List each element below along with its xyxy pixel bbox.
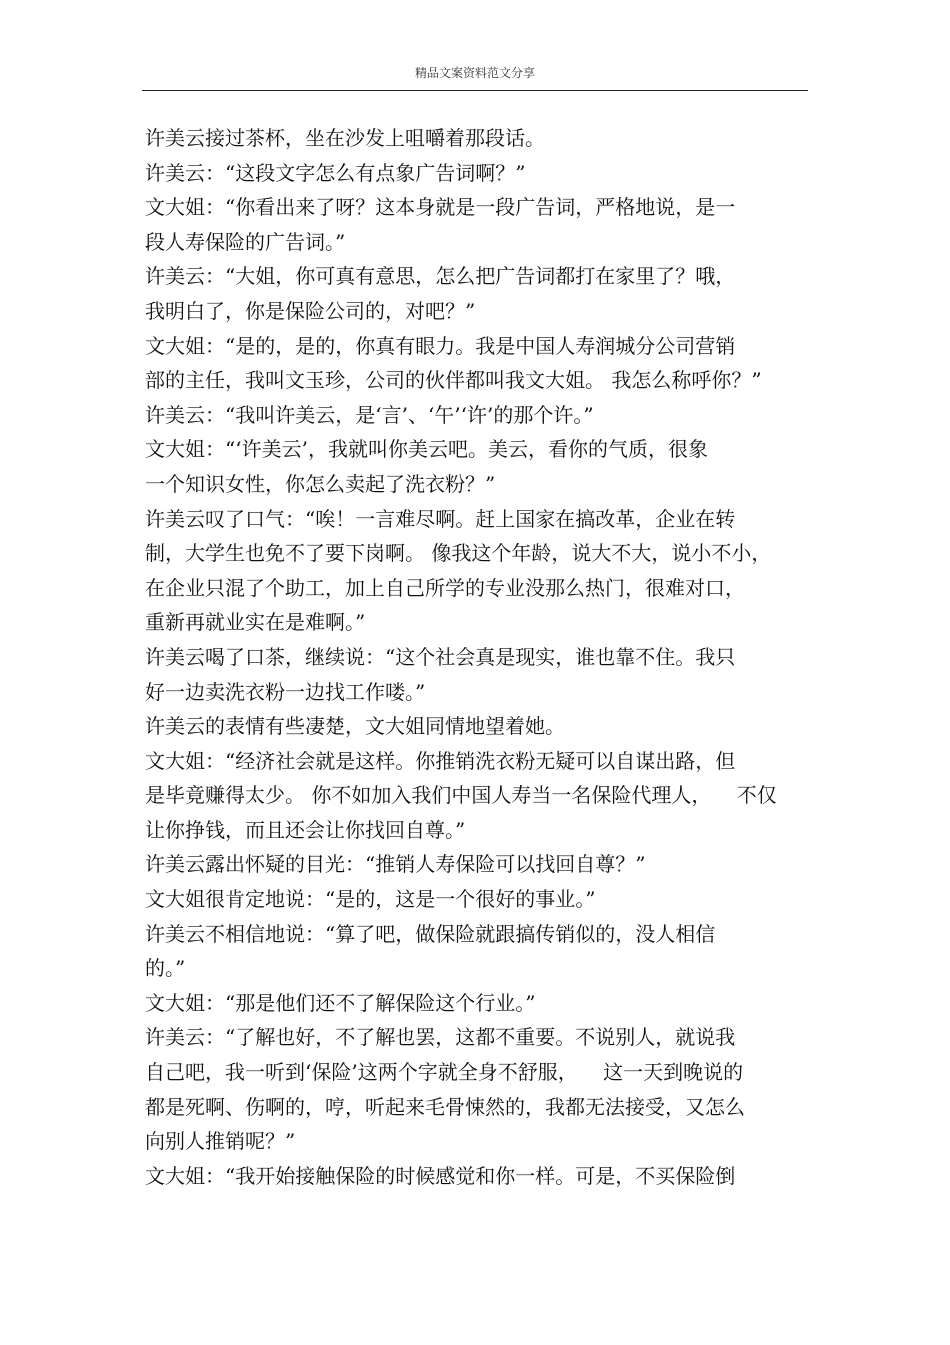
text-line: 文大姐：“我开始接触保险的时候感觉和你一样。可是，不买保险倒 — [145, 1163, 736, 1188]
text-line: 部的主任，我叫文玉珍，公司的伙伴都叫我文大姐。 我怎么称呼你？” — [145, 368, 762, 393]
text-line: 一个知识女性，你怎么卖起了洗衣粉？” — [145, 471, 496, 496]
text-line: 向别人推销呢？” — [145, 1129, 296, 1154]
text-line: 让你挣钱，而且还会让你找回自尊。” — [145, 817, 466, 842]
text-line: 许美云叹了口气：“唉！一言难尽啊。赶上国家在搞改革，企业在转 — [145, 506, 736, 531]
text-line: 许美云：“这段文字怎么有点象广告词啊？” — [145, 160, 526, 185]
text-line: 文大姐：“经济社会就是这样。你推销洗衣粉无疑可以自谋出路，但 — [145, 748, 736, 773]
text-line: 好一边卖洗衣粉一边找工作喽。” — [145, 679, 426, 704]
text-line: 我明白了，你是保险公司的，对吧？” — [145, 298, 476, 323]
text-line: 在企业只混了个助工，加上自己所学的专业没那么热门，很难对口， — [145, 575, 745, 600]
text-line: 重新再就业实在是难啊。” — [145, 610, 366, 635]
text-line: 文大姐：“你看出来了呀？这本身就是一段广告词，严格地说，是一 — [145, 195, 736, 220]
header-divider — [142, 90, 808, 91]
text-line: 文大姐：“‘许美云’，我就叫你美云吧。美云，看你的气质，很象 — [145, 437, 708, 462]
text-line: 许美云：“了解也好，不了解也罢，这都不重要。不说别人，就说我 — [145, 1025, 736, 1050]
text-line: 许美云不相信地说：“算了吧，做保险就跟搞传销似的，没人相信 — [145, 921, 716, 946]
text-line: 许美云的表情有些凄楚，文大姐同情地望着她。 — [145, 714, 565, 739]
text-line: 段人寿保险的广告词。” — [145, 229, 346, 254]
text-line: 是毕竟赚得太少。 你不如加入我们中国人寿当一名保险代理人， 不仅 — [145, 783, 777, 808]
page-header: 精品文案资料范文分享 — [414, 66, 535, 80]
text-line: 文大姐：“那是他们还不了解保险这个行业。” — [145, 990, 536, 1015]
text-line: 文大姐：“是的，是的，你真有眼力。我是中国人寿润城分公司营销 — [145, 333, 736, 358]
text-line: 许美云喝了口茶，继续说：“这个社会真是现实，谁也靠不住。我只 — [145, 644, 736, 669]
text-line: 许美云接过茶杯，坐在沙发上咀嚼着那段话。 — [145, 126, 545, 150]
document-body — [145, 121, 815, 1193]
text-line: 都是死啊、伤啊的，哼，听起来毛骨悚然的，我都无法接受，又怎么 — [145, 1094, 745, 1119]
text-line: 制，大学生也免不了要下岗啊。 像我这个年龄，说大不大，说小不小， — [145, 541, 772, 566]
text-line: 的。” — [145, 956, 186, 981]
text-line: 许美云：“大姐，你可真有意思，怎么把广告词都打在家里了？哦， — [145, 264, 736, 289]
text-line: 许美云：“我叫许美云，是‘言’、‘午’‘许’的那个许。” — [145, 402, 594, 427]
text-line: 自己吧，我一听到‘保险’这两个字就全身不舒服， 这一天到晚说的 — [145, 1060, 744, 1085]
text-line: 许美云露出怀疑的目光：“推销人寿保险可以找回自尊？” — [145, 852, 646, 877]
text-line: 文大姐很肯定地说：“是的，这是一个很好的事业。” — [145, 887, 596, 912]
